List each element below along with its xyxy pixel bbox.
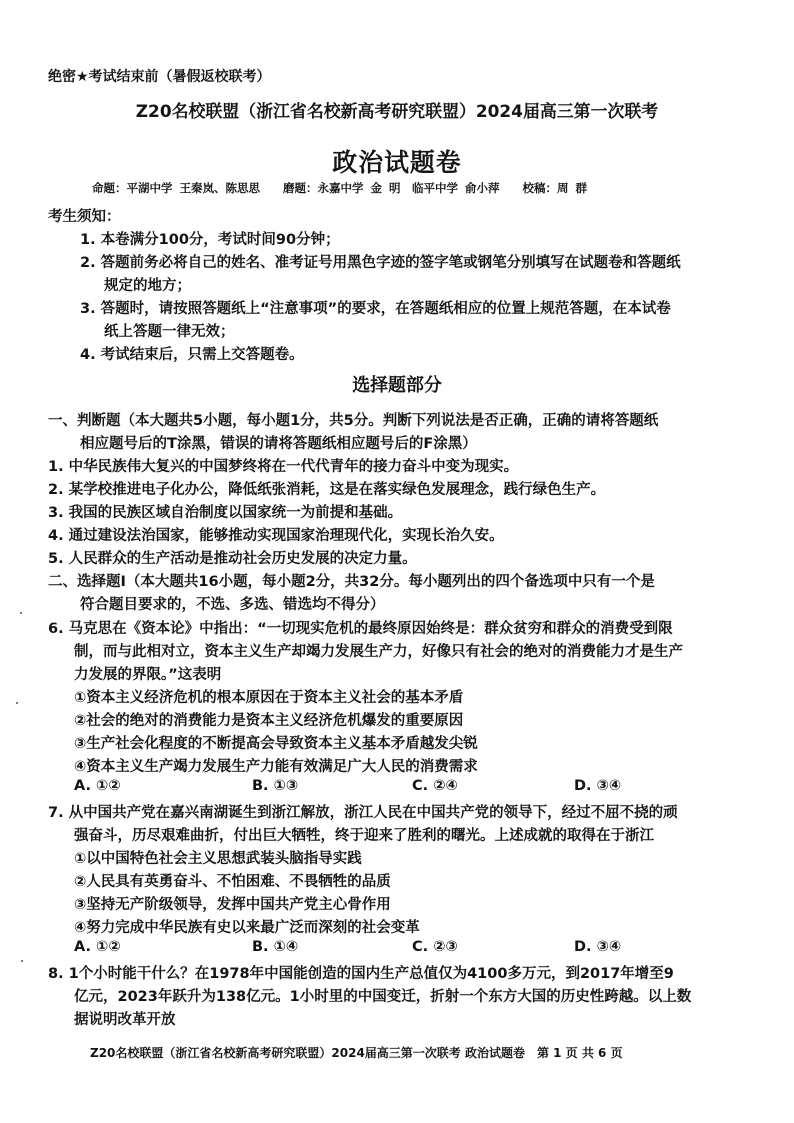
scan-speck bbox=[21, 960, 23, 962]
option-c: C. ②③ bbox=[412, 939, 458, 955]
notice-line: 规定的地方； bbox=[104, 278, 191, 294]
q6-statement: ③生产社会化程度的不断提高会导致资本主义基本矛盾越发尖锐 bbox=[74, 736, 478, 752]
secret-note: 绝密★考试结束前（暑假返校联考） bbox=[48, 69, 271, 85]
judgement-item: 2. 某学校推进电子化办公，降低纸张消耗，这是在落实绿色发展理念，践行绿色生产。 bbox=[48, 482, 606, 498]
q8-stem: 据说明改革开放 bbox=[74, 1012, 176, 1028]
option-a: A. ①② bbox=[74, 939, 121, 955]
q6-stem: 6. 马克思在《资本论》中指出：“一切现实危机的最终原因始终是：群众贫穷和群众的消费受到限 bbox=[48, 621, 673, 637]
scan-speck bbox=[16, 702, 18, 704]
exam-title: 政治试题卷 bbox=[332, 148, 462, 177]
option-d: D. ③④ bbox=[574, 778, 622, 794]
judgement-item: 4. 通过建设法治国家，能够推动实现国家治理现代化，实现长治久安。 bbox=[48, 528, 504, 544]
q6-stem: 制，而与此相对立，资本主义生产却竭力发展生产力，好像只有社会的绝对的消费能力才是生产 bbox=[74, 644, 683, 660]
q7-statement: ②人民具有英勇奋斗、不怕困难、不畏牺牲的品质 bbox=[74, 874, 391, 890]
credits-line: 命题：平湖中学 王秦岚、陈思思 磨题：永嘉中学 金 明 临平中学 俞小萍 校稿：周 群 bbox=[92, 181, 588, 195]
q6-statement: ④资本主义生产竭力发展生产力能有效满足广大人民的消费需求 bbox=[74, 759, 478, 775]
section-title: 选择题部分 bbox=[352, 375, 442, 396]
notice-line: 纸上答题一律无效； bbox=[104, 324, 235, 340]
notice-line: 4. 考试结束后，只需上交答题卷。 bbox=[80, 347, 304, 363]
header-title: Z20名校联盟（浙江省名校新高考研究联盟）2024届高三第一次联考 bbox=[135, 101, 659, 121]
judgement-item: 1. 中华民族伟大复兴的中国梦终将在一代代青年的接力奋斗中变为现实。 bbox=[48, 459, 519, 475]
q7-statement: ④努力完成中华民族有史以来最广泛而深刻的社会变革 bbox=[74, 920, 420, 936]
option-d: D. ③④ bbox=[574, 939, 622, 955]
part2-heading: 符合题目要求的，不选、多选、错选均不得分） bbox=[80, 597, 385, 613]
judgement-item: 3. 我国的民族区域自治制度以国家统一为前提和基础。 bbox=[48, 505, 403, 521]
judgement-item: 5. 人民群众的生产活动是推动社会历史发展的决定力量。 bbox=[48, 551, 417, 567]
q7-stem: 强奋斗，历尽艰难曲折，付出巨大牺牲，终于迎来了胜利的曙光。上述成就的取得在于浙江 bbox=[74, 828, 654, 844]
part1-heading: 一、判断题（本大题共5小题，每小题1分，共5分。判断下列说法是否正确，正确的请将答题纸 bbox=[48, 413, 659, 429]
option-b: B. ①④ bbox=[252, 939, 299, 955]
option-b: B. ①③ bbox=[252, 778, 299, 794]
q7-stem: 7. 从中国共产党在嘉兴南湖诞生到浙江解放，浙江人民在中国共产党的领导下，经过不屈不挠的顽 bbox=[48, 805, 678, 821]
notice-line: 3. 答题时，请按照答题纸上“注意事项”的要求，在答题纸相应的位置上规范答题，在本试卷 bbox=[80, 301, 671, 317]
q8-stem: 8. 1个小时能干什么？在1978年中国能创造的国内生产总值仅为4100多万元，到2017年增至9 bbox=[48, 966, 674, 982]
notice-heading: 考生须知： bbox=[48, 209, 121, 225]
part2-heading: 二、选择题Ⅰ（本大题共16小题，每小题2分，共32分。每小题列出的四个备选项中只有一个是 bbox=[48, 574, 655, 590]
page-footer: Z20名校联盟（浙江省名校新高考研究联盟）2024届高三第一次联考 政治试题卷 第 1 页 共 6 页 bbox=[90, 1046, 623, 1060]
q6-statement: ①资本主义经济危机的根本原因在于资本主义社会的基本矛盾 bbox=[74, 690, 464, 706]
option-c: C. ②④ bbox=[412, 778, 458, 794]
part1-heading: 相应题号后的T涂黑，错误的请将答题纸相应题号后的F涂黑） bbox=[80, 436, 477, 452]
q7-statement: ③坚持无产阶级领导，发挥中国共产党主心骨作用 bbox=[74, 897, 391, 913]
notice-line: 2. 答题前务必将自己的姓名、准考证号用黑色字迹的签字笔或钢笔分别填写在试题卷和答题纸 bbox=[80, 255, 681, 271]
option-a: A. ①② bbox=[74, 778, 121, 794]
q6-statement: ②社会的绝对的消费能力是资本主义经济危机爆发的重要原因 bbox=[74, 713, 464, 729]
scan-speck bbox=[20, 612, 22, 614]
q6-stem: 力发展的界限。”这表明 bbox=[74, 667, 222, 683]
q8-stem: 亿元，2023年跃升为138亿元。1小时里的中国变迁，折射一个东方大国的历史性跨越。以上数 bbox=[74, 989, 692, 1005]
q7-statement: ①以中国特色社会主义思想武装头脑指导实践 bbox=[74, 851, 362, 867]
notice-line: 1. 本卷满分100分，考试时间90分钟； bbox=[80, 232, 340, 248]
